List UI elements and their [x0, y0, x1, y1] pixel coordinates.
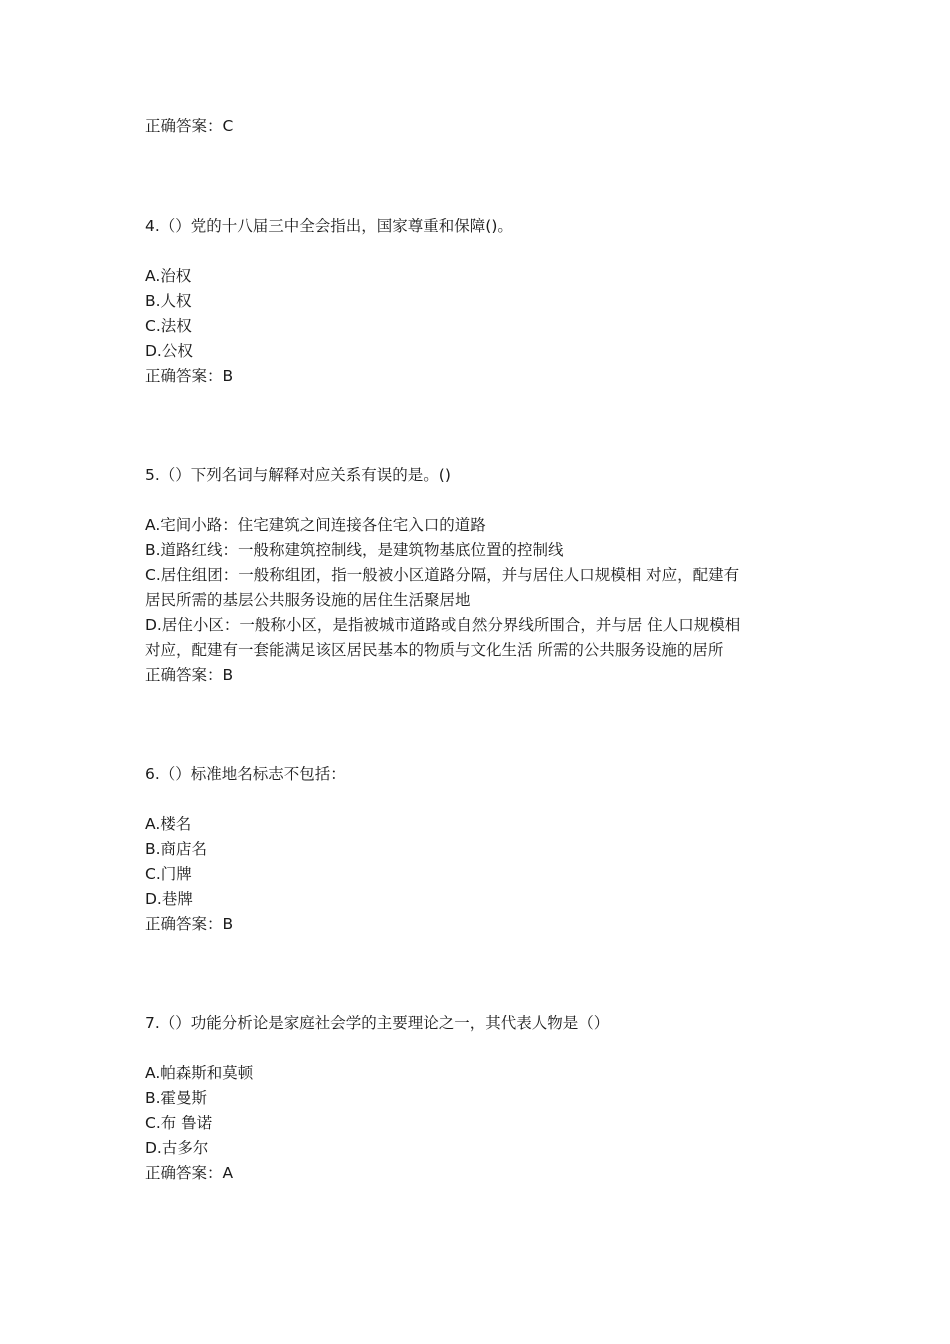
answer-line: 正确答案：B — [145, 915, 234, 933]
question-stem: 6.（）标准地名标志不包括： — [145, 765, 346, 783]
option-line: 居民所需的基层公共服务设施的居住生活聚居地 — [145, 591, 471, 609]
answer-line: 正确答案：C — [145, 117, 234, 135]
option-line: C.门牌 — [145, 865, 192, 883]
option-line: B.道路红线：一般称建筑控制线，是建筑物基底位置的控制线 — [145, 541, 564, 559]
option-line: B.霍曼斯 — [145, 1089, 208, 1107]
option-line: A.宅间小路：住宅建筑之间连接各住宅入口的道路 — [145, 516, 486, 534]
answer-line: 正确答案：B — [145, 367, 234, 385]
question-stem: 5.（）下列名词与解释对应关系有误的是。() — [145, 466, 451, 484]
question-stem: 4.（）党的十八届三中全会指出，国家尊重和保障()。 — [145, 217, 513, 235]
option-line: D.居住小区：一般称小区，是指被城市道路或自然分界线所围合，并与居 住人口规模相 — [145, 616, 741, 634]
option-line: B.商店名 — [145, 840, 208, 858]
option-line: B.人权 — [145, 292, 192, 310]
option-line: D.巷牌 — [145, 890, 193, 908]
option-line: A.帕森斯和莫顿 — [145, 1064, 254, 1082]
option-line: C.居住组团：一般称组团，指一般被小区道路分隔，并与居住人口规模相 对应，配建有 — [145, 566, 740, 584]
answer-line: 正确答案：B — [145, 666, 234, 684]
answer-line: 正确答案：A — [145, 1164, 234, 1182]
option-line: A.治权 — [145, 267, 192, 285]
option-line: D.古多尔 — [145, 1139, 209, 1157]
question-stem: 7.（）功能分析论是家庭社会学的主要理论之一，其代表人物是（） — [145, 1014, 610, 1032]
option-line: A.楼名 — [145, 815, 192, 833]
option-line: C.法权 — [145, 317, 192, 335]
option-line: D.公权 — [145, 342, 193, 360]
option-line: C.布 鲁诺 — [145, 1114, 213, 1132]
option-line: 对应，配建有一套能满足该区居民基本的物质与文化生活 所需的公共服务设施的居所 — [145, 641, 724, 659]
